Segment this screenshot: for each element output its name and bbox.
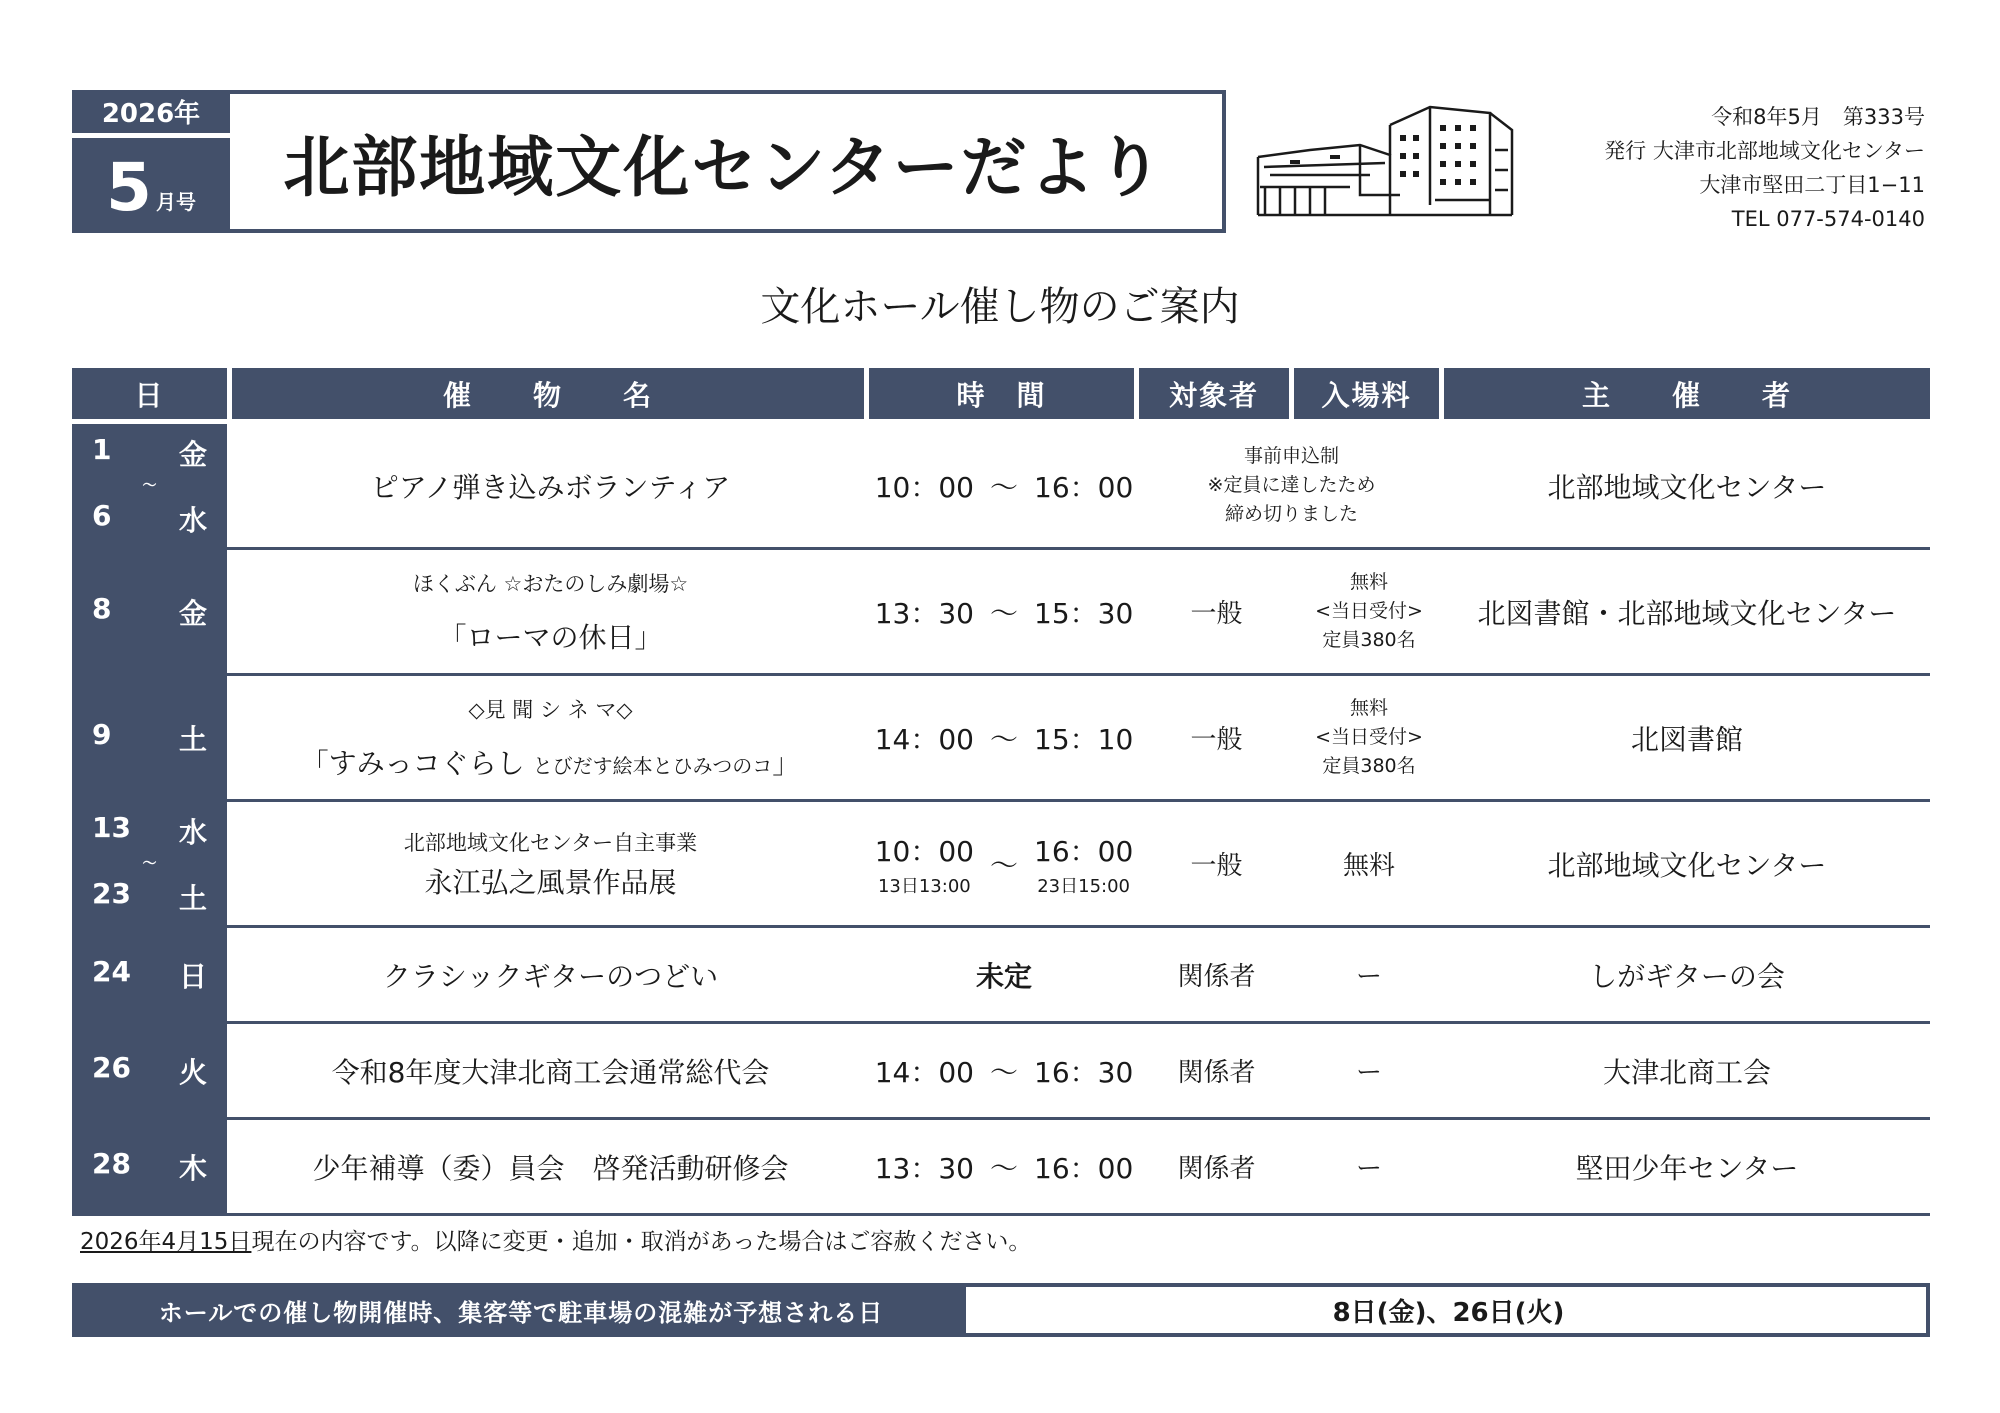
time-end: 16：00 (1034, 470, 1134, 504)
fee-line: 無料 (1349, 571, 1388, 593)
time-end-note: 23日15:00 (1037, 875, 1131, 897)
date-day: 24 (92, 954, 131, 988)
parking-notice (72, 1283, 1930, 1337)
header-organizer: 主 催 者 (1444, 368, 1930, 419)
table-header-row (72, 368, 1930, 419)
event-title: 永江弘之風景作品展 (424, 865, 677, 899)
event-series: 北部地域文化センター自主事業 (403, 830, 698, 855)
fee-line: 定員380名 (1322, 755, 1416, 777)
event-series: ほくぶん ☆おたのしみ劇場☆ (412, 571, 689, 596)
date-day: 9 (92, 717, 112, 751)
event-name: クラシックギターのつどい (382, 959, 719, 993)
month-badge (72, 138, 230, 233)
table-row (72, 550, 1930, 676)
event-name (232, 676, 869, 799)
weekday-end: 水 (178, 503, 207, 537)
note-line: ※定員に達したため (1207, 474, 1376, 496)
time-start: 13：30 (874, 596, 974, 630)
building-illustration-icon (1250, 95, 1520, 225)
address: 大津市堅田二丁目1−11 (1699, 173, 1925, 197)
event-title: 「ローマの休日」 (438, 620, 663, 654)
time-tilde: 〜 (989, 470, 1018, 504)
weekday: 木 (178, 1151, 207, 1185)
event-organizer: 北部地域文化センター (1547, 470, 1827, 504)
note-date: 2026年4月15日 (80, 1229, 252, 1255)
time-start: 10：00 (874, 834, 974, 868)
publisher: 発行 大津市北部地域文化センター (1604, 139, 1925, 163)
time-end: 16：00 (1034, 834, 1134, 868)
time-start: 14：00 (874, 722, 974, 756)
row-date (72, 1120, 227, 1213)
fee-line: <当日受付> (1315, 600, 1423, 622)
event-time (869, 802, 1139, 925)
weekday: 金 (178, 596, 207, 630)
event-time (869, 1120, 1139, 1213)
parking-notice-days: 8日(金)、26日(火) (1332, 1297, 1565, 1328)
date-end: 23 (92, 876, 131, 910)
header-date: 日 (72, 368, 227, 419)
row-date (72, 550, 227, 673)
date-day: 26 (92, 1050, 131, 1084)
table-row (72, 676, 1930, 802)
event-fee: 無料 (1342, 851, 1395, 881)
row-date (72, 928, 227, 1021)
header-fee: 入場料 (1294, 368, 1439, 419)
disclaimer-note (80, 1223, 1031, 1256)
weekday: 土 (178, 722, 207, 756)
fee-line: 定員380名 (1322, 629, 1416, 651)
year-badge (72, 90, 230, 133)
event-name: ピアノ弾き込みボランティア (370, 470, 731, 504)
event-fee: ー (1355, 1154, 1382, 1184)
time-tilde: 〜 (989, 1055, 1018, 1089)
time-end: 15：10 (1034, 722, 1134, 756)
event-name: 少年補導（委）員会 啓発活動研修会 (312, 1151, 789, 1185)
publication-info (1540, 100, 1925, 236)
event-target: 一般 (1190, 851, 1243, 881)
registration-note (1139, 424, 1444, 547)
section-title: 文化ホール催し物のご案内 (760, 284, 1240, 330)
event-organizer: 北部地域文化センター (1547, 848, 1827, 882)
header-event: 催 物 名 (232, 368, 864, 419)
year-text: 2026年 (101, 99, 201, 129)
range-mark: 〜 (142, 855, 157, 872)
event-organizer: 北図書館・北部地域文化センター (1477, 596, 1897, 630)
time-tilde: 〜 (989, 1151, 1018, 1185)
header-target: 対象者 (1139, 368, 1289, 419)
weekday-end: 土 (178, 881, 207, 915)
event-fee (1294, 550, 1444, 673)
issue-number: 令和8年5月 第333号 (1711, 105, 1925, 129)
event-time (869, 676, 1139, 799)
row-date (72, 676, 227, 799)
event-fee (1294, 676, 1444, 799)
time-start-note: 13日13:00 (877, 875, 971, 897)
date-start: 13 (92, 810, 131, 844)
parking-notice-label: ホールでの催し物開催時、集客等で駐車場の混雑が予想される日 (76, 1287, 966, 1333)
time-end: 16：30 (1034, 1055, 1134, 1089)
newsletter-title: 北部地域文化センターだより (283, 129, 1165, 206)
month-suffix: 月号 (155, 190, 196, 214)
event-target: 関係者 (1177, 1154, 1256, 1184)
fee-line: 無料 (1349, 697, 1388, 719)
note-line: 事前申込制 (1243, 445, 1339, 467)
event-time (869, 424, 1139, 547)
events-table (72, 368, 1930, 1216)
newsletter-title-frame (226, 90, 1226, 233)
table-row (72, 802, 1930, 928)
header-time: 時 間 (869, 368, 1134, 419)
time-start: 10：00 (874, 470, 974, 504)
weekday: 火 (178, 1055, 207, 1089)
event-target: 一般 (1190, 599, 1243, 629)
weekday-start: 水 (178, 815, 207, 849)
date-start: 1 (92, 432, 112, 466)
event-name (232, 802, 869, 925)
event-name: 令和8年度大津北商工会通常総代会 (331, 1055, 770, 1089)
event-organizer: 大津北商工会 (1602, 1055, 1771, 1089)
event-time: 未定 (975, 959, 1032, 993)
table-row (72, 928, 1930, 1024)
table-row (72, 1120, 1930, 1216)
time-tilde: 〜 (989, 722, 1018, 756)
event-organizer: 堅田少年センター (1575, 1151, 1799, 1185)
event-title: 「すみっコぐらし (300, 746, 525, 780)
event-time (869, 1024, 1139, 1117)
date-day: 28 (92, 1146, 131, 1180)
table-row (72, 424, 1930, 550)
month-number: 5 (106, 149, 152, 226)
time-start: 14：00 (874, 1055, 974, 1089)
time-start: 13：30 (874, 1151, 974, 1185)
event-title-close: 」 (772, 746, 801, 780)
date-end: 6 (92, 498, 112, 532)
time-end: 16：00 (1034, 1151, 1134, 1185)
event-fee: ー (1355, 962, 1382, 992)
event-organizer: しがギターの会 (1589, 959, 1785, 993)
event-series: ◇見 聞 シ ネ マ◇ (468, 697, 633, 722)
note-line: 締め切りました (1224, 503, 1358, 525)
phone-number: TEL 077-574-0140 (1731, 207, 1925, 231)
fee-line: <当日受付> (1315, 726, 1423, 748)
time-tilde: 〜 (989, 848, 1018, 882)
time-end: 15：30 (1034, 596, 1134, 630)
row-date (72, 1024, 227, 1117)
row-date (72, 424, 227, 547)
event-target: 関係者 (1177, 1058, 1256, 1088)
event-time (869, 550, 1139, 673)
event-target: 関係者 (1177, 962, 1256, 992)
time-tilde: 〜 (989, 596, 1018, 630)
range-mark: 〜 (142, 477, 157, 494)
weekday: 日 (178, 959, 207, 993)
event-organizer: 北図書館 (1630, 722, 1743, 756)
event-fee: ー (1355, 1058, 1382, 1088)
event-target: 一般 (1190, 725, 1243, 755)
row-date (72, 802, 227, 925)
weekday-start: 金 (178, 437, 207, 471)
date-day: 8 (92, 591, 112, 625)
event-subtitle: とびだす絵本とひみつのコ (532, 753, 773, 778)
note-text: 現在の内容です。以降に変更・追加・取消があった場合はご容赦ください。 (251, 1229, 1032, 1255)
event-name (232, 550, 869, 673)
table-row (72, 1024, 1930, 1120)
